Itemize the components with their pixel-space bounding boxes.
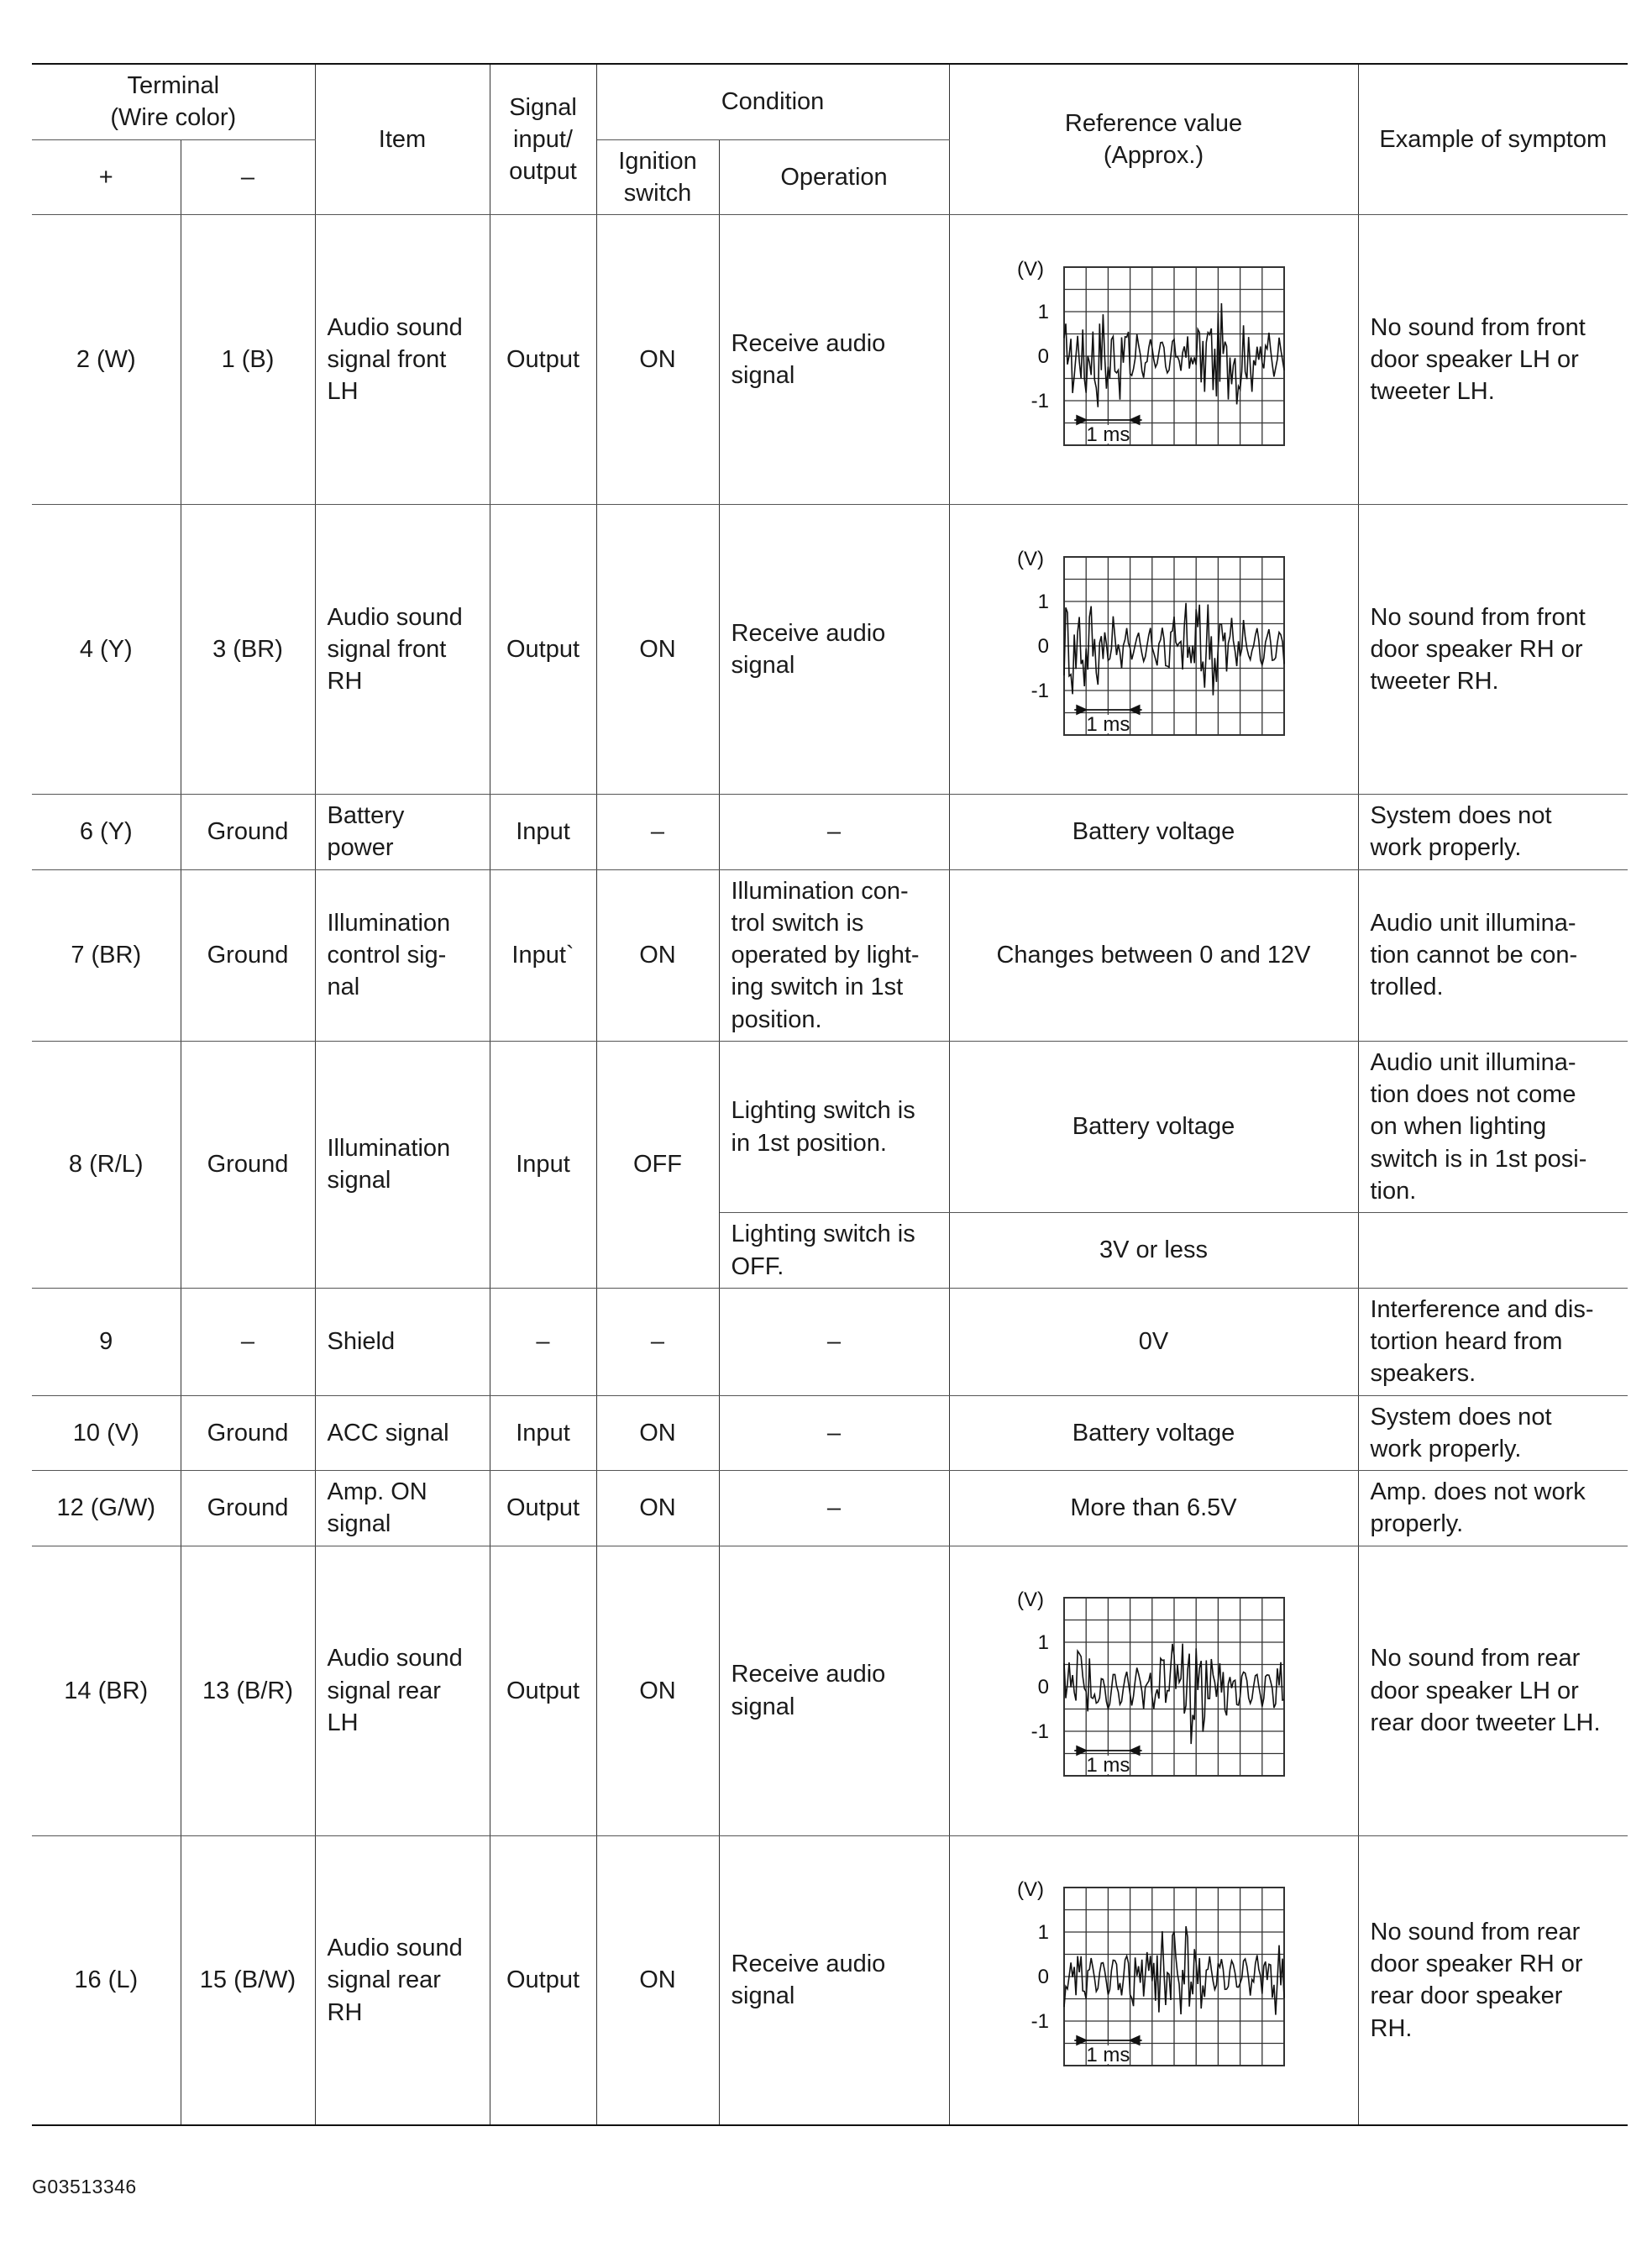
scope-grid [1064, 557, 1284, 735]
item-cell: Illumination signal [315, 1041, 490, 1288]
header-row-1 [32, 64, 1628, 139]
item-cell: Audio sound signal front LH [315, 215, 490, 505]
terminal-minus: Ground [181, 795, 315, 870]
figure-code: G03513346 [32, 2176, 137, 2197]
terminal-minus: – [181, 1288, 315, 1395]
terminal-plus: 10 (V) [32, 1395, 181, 1471]
signal-io-cell: Output [490, 505, 596, 795]
ignition-cell: ON [596, 1395, 719, 1471]
table-row [32, 1546, 1628, 1835]
ignition-cell: ON [596, 215, 719, 505]
terminal-plus: 7 (BR) [32, 869, 181, 1041]
operation-cell: – [719, 1288, 949, 1395]
oscilloscope-waveform [1015, 257, 1293, 463]
operation-cell: Receive audio signal [719, 215, 949, 505]
ignition-cell: ON [596, 1835, 719, 2125]
oscilloscope-waveform [1015, 547, 1293, 753]
ignition-cell: – [596, 1288, 719, 1395]
reference-waveform-cell [949, 215, 1358, 505]
scope-label: 1 ms [1085, 1754, 1130, 1777]
scope-grid [1064, 1598, 1284, 1776]
terminal-minus: Ground [181, 1395, 315, 1471]
item-cell: Shield [315, 1288, 490, 1395]
symptom-cell: No sound from front door speaker LH or tweeter LH. [1358, 215, 1628, 505]
terminal-minus: Ground [181, 1471, 315, 1546]
reference-cell: 0V [949, 1288, 1358, 1395]
symptom-cell: No sound from rear door speaker LH or rear door tweeter LH. [1358, 1546, 1628, 1835]
table-row [32, 1835, 1628, 2125]
symptom-cell [1358, 1213, 1628, 1289]
header-operation: Operation [719, 139, 949, 215]
ignition-cell: ON [596, 1471, 719, 1546]
header-reference: Reference value (Approx.) [949, 64, 1358, 215]
oscilloscope-waveform [1015, 1588, 1293, 1793]
symptom-cell: System does not work properly. [1358, 1395, 1628, 1471]
signal-io-cell: Output [490, 1835, 596, 2125]
terminal-plus: 14 (BR) [32, 1546, 181, 1835]
signal-io-cell: Input` [490, 869, 596, 1041]
symptom-cell: Amp. does not work properly. [1358, 1471, 1628, 1546]
terminal-plus: 8 (R/L) [32, 1041, 181, 1288]
table-row [32, 505, 1628, 795]
symptom-cell: System does not work properly. [1358, 795, 1628, 870]
scope-label: 0 [1037, 1676, 1049, 1699]
scope-label: 1 [1037, 1631, 1049, 1655]
item-cell: Audio sound signal rear RH [315, 1835, 490, 2125]
terminal-plus: 9 [32, 1288, 181, 1395]
terminal-spec-sheet [32, 63, 1628, 2126]
ignition-cell: OFF [596, 1041, 719, 1288]
scope-label: -1 [1031, 1720, 1049, 1744]
item-cell: Amp. ON signal [315, 1471, 490, 1546]
signal-io-cell: Output [490, 215, 596, 505]
scope-label: 0 [1037, 344, 1049, 368]
header-minus: – [181, 139, 315, 215]
signal-io-cell: Input [490, 795, 596, 870]
reference-cell: Changes between 0 and 12V [949, 869, 1358, 1041]
oscilloscope-waveform [1015, 1877, 1293, 2083]
reference-cell: 3V or less [949, 1213, 1358, 1289]
terminal-minus: 15 (B/W) [181, 1835, 315, 2125]
header-terminal: Terminal (Wire color) [32, 64, 315, 139]
terminal-minus: 3 (BR) [181, 505, 315, 795]
operation-cell: Receive audio signal [719, 1546, 949, 1835]
operation-cell: – [719, 1395, 949, 1471]
operation-cell: – [719, 795, 949, 870]
scope-label: 1 [1037, 590, 1049, 613]
operation-cell: Receive audio signal [719, 505, 949, 795]
table-row [32, 1395, 1628, 1471]
terminal-reference-table [32, 63, 1628, 2126]
scope-label: (V) [1016, 257, 1044, 281]
scope-grid [1064, 267, 1284, 445]
scope-label: 1 [1037, 300, 1049, 323]
reference-cell: Battery voltage [949, 1041, 1358, 1212]
symptom-cell: No sound from front door speaker RH or tweeter RH. [1358, 505, 1628, 795]
scope-label: 1 ms [1085, 2043, 1130, 2066]
header-item: Item [315, 64, 490, 215]
signal-io-cell: Input [490, 1395, 596, 1471]
header-symptom: Example of symptom [1358, 64, 1628, 215]
terminal-plus: 16 (L) [32, 1835, 181, 2125]
table-row [32, 1288, 1628, 1395]
scope-label: -1 [1031, 679, 1049, 702]
header-condition: Condition [596, 64, 949, 139]
terminal-plus: 12 (G/W) [32, 1471, 181, 1546]
item-cell: ACC signal [315, 1395, 490, 1471]
table-row [32, 869, 1628, 1041]
ignition-cell: – [596, 795, 719, 870]
reference-cell: Battery voltage [949, 1395, 1358, 1471]
table-row [32, 1041, 1628, 1212]
item-cell: Illumination control sig- nal [315, 869, 490, 1041]
table-row [32, 215, 1628, 505]
terminal-plus: 4 (Y) [32, 505, 181, 795]
scope-label: 0 [1037, 634, 1049, 658]
scope-label: 1 ms [1085, 712, 1130, 736]
scope-label: 0 [1037, 1965, 1049, 1988]
scope-label: (V) [1016, 547, 1044, 570]
signal-io-cell: Output [490, 1546, 596, 1835]
reference-waveform-cell [949, 1835, 1358, 2125]
item-cell: Audio sound signal rear LH [315, 1546, 490, 1835]
table-row [32, 1471, 1628, 1546]
terminal-minus: Ground [181, 869, 315, 1041]
reference-waveform-cell [949, 505, 1358, 795]
signal-io-cell: Input [490, 1041, 596, 1288]
table-row [32, 795, 1628, 870]
reference-cell: Battery voltage [949, 795, 1358, 870]
item-cell: Audio sound signal front RH [315, 505, 490, 795]
table-body [32, 215, 1628, 2126]
signal-io-cell: – [490, 1288, 596, 1395]
signal-io-cell: Output [490, 1471, 596, 1546]
scope-label: -1 [1031, 389, 1049, 412]
ignition-cell: ON [596, 869, 719, 1041]
header-signal-io: Signal input/ output [490, 64, 596, 215]
terminal-minus: 13 (B/R) [181, 1546, 315, 1835]
terminal-minus: Ground [181, 1041, 315, 1288]
header-plus: + [32, 139, 181, 215]
scope-label: (V) [1016, 1588, 1044, 1612]
reference-cell: More than 6.5V [949, 1471, 1358, 1546]
scope-grid [1064, 1888, 1284, 2066]
operation-cell: Illumination con- trol switch is operated by light- ing switch in 1st position. [719, 869, 949, 1041]
scope-label: 1 [1037, 1920, 1049, 1944]
operation-cell: Lighting switch is in 1st position. [719, 1041, 949, 1212]
symptom-cell: Audio unit illumina- tion does not come on when lighting switch is in 1st posi- tion. [1358, 1041, 1628, 1212]
reference-waveform-cell [949, 1546, 1358, 1835]
operation-cell: Receive audio signal [719, 1835, 949, 2125]
symptom-cell: Interference and dis- tortion heard from speakers. [1358, 1288, 1628, 1395]
scope-label: 1 ms [1085, 423, 1130, 446]
terminal-plus: 6 (Y) [32, 795, 181, 870]
scope-label: (V) [1016, 1877, 1044, 1901]
ignition-cell: ON [596, 505, 719, 795]
terminal-minus: 1 (B) [181, 215, 315, 505]
symptom-cell: No sound from rear door speaker RH or rear door speaker RH. [1358, 1835, 1628, 2125]
operation-cell: Lighting switch is OFF. [719, 1213, 949, 1289]
ignition-cell: ON [596, 1546, 719, 1835]
item-cell: Battery power [315, 795, 490, 870]
header-ignition: Ignition switch [596, 139, 719, 215]
terminal-plus: 2 (W) [32, 215, 181, 505]
scope-label: -1 [1031, 2009, 1049, 2033]
operation-cell: – [719, 1471, 949, 1546]
symptom-cell: Audio unit illumina- tion cannot be con- trolled. [1358, 869, 1628, 1041]
